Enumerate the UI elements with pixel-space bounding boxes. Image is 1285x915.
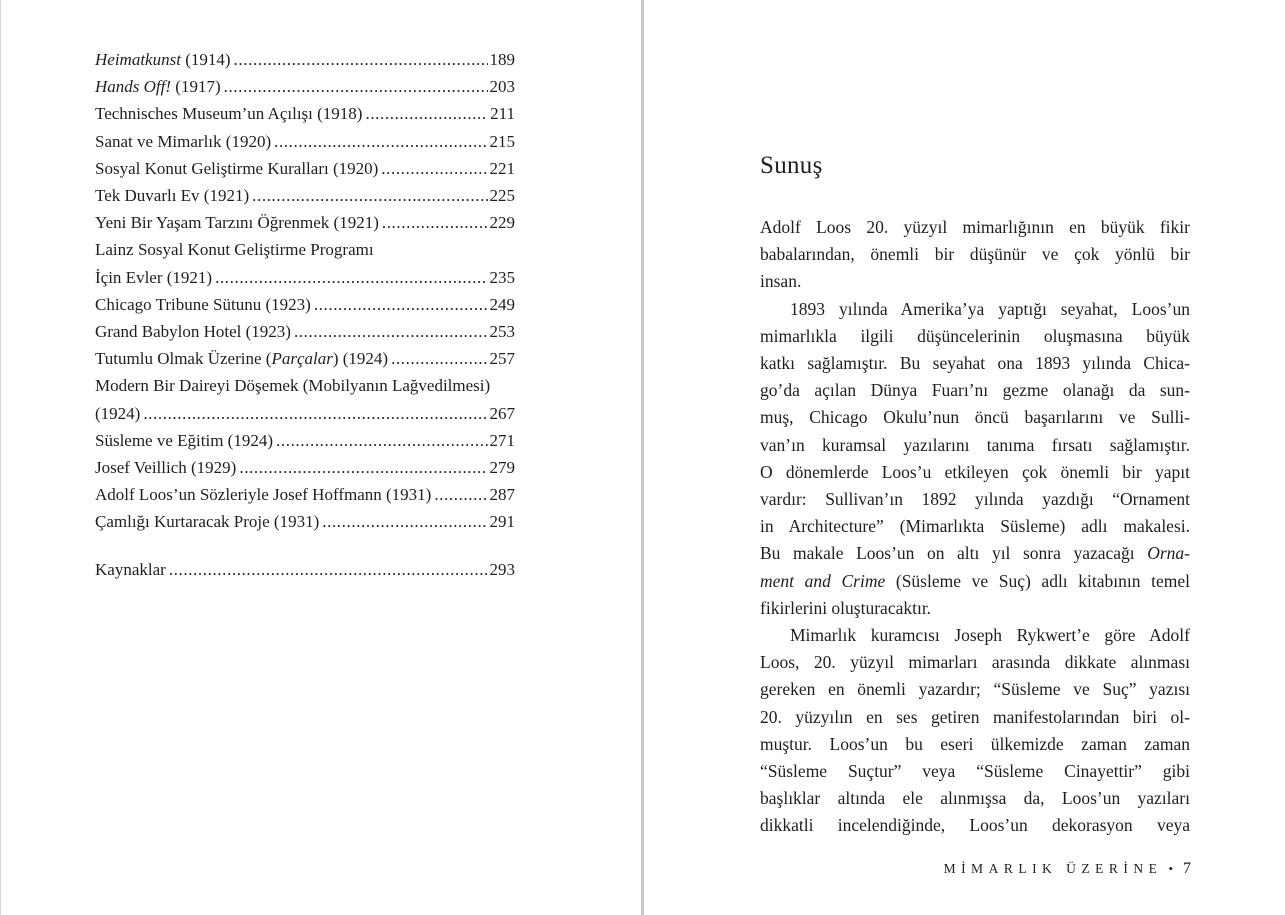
text-segment: “Süsleme Suçtur” veya “Süsleme Cinayettir” gibi [760, 761, 1190, 782]
text-segment: (Süsleme ve Suç) adlı kitabının temel [885, 570, 1190, 591]
text-segment: Chicago Tribune Sütunu (1923) [95, 294, 311, 314]
preface-line [760, 649, 1190, 676]
toc-entry-title [95, 372, 490, 399]
preface-line [760, 513, 1190, 540]
text-segment: Heimatkunst [95, 50, 181, 69]
preface-line [760, 704, 1190, 731]
toc-dot-leader [314, 291, 488, 318]
toc-entry-page: 267 [489, 403, 515, 423]
toc-entry-page: 253 [489, 322, 515, 342]
text-segment: gereken en önemli yazardır; “Süsleme ve Suç” yazısı [760, 679, 1190, 700]
toc-dot-leader [391, 345, 487, 372]
toc-entry [95, 427, 515, 454]
preface-line [760, 241, 1190, 268]
text-segment: fikirlerini oluşturacaktır. [760, 597, 932, 618]
toc-entry-title [95, 128, 271, 155]
toc-entry [95, 128, 515, 155]
text-segment: (1914) [180, 50, 231, 69]
text-segment: O dönemlerde Loos’u etkileyen çok önemli bir yapıt [760, 461, 1190, 482]
toc-entry-title [95, 155, 378, 182]
text-segment: Adolf Loos 20. yüzyıl mimarlığının en büyük fikir [760, 217, 1190, 237]
text-segment: Mimarlık kuramcısı Joseph Rykwert’e göre Adolf [790, 625, 1190, 646]
toc-entry [95, 155, 515, 182]
text-segment: Sanat ve Mimarlık (1920) [95, 131, 272, 151]
preface-line [760, 296, 1190, 323]
text-segment: 20. yüzyılın en ses getiren manifestolarından biri ol- [760, 706, 1190, 727]
toc-entry-title [95, 454, 236, 481]
page-divider [641, 0, 644, 915]
preface-line [760, 758, 1190, 785]
toc-entry [95, 291, 515, 318]
toc-dot-leader [365, 100, 488, 127]
preface-line [760, 404, 1190, 431]
text-segment: Loos, 20. yüzyıl mimarları arasında dikkate alınması [760, 652, 1190, 673]
preface-line [760, 432, 1190, 459]
toc-dot-leader [274, 128, 487, 155]
preface-line [760, 785, 1190, 812]
preface-line [760, 568, 1190, 595]
toc-dot-leader [239, 454, 487, 481]
text-segment: insan. [760, 271, 802, 292]
toc-entry-title [95, 556, 166, 583]
text-segment: Tek Duvarlı Ev (1921) [95, 186, 250, 206]
preface-line [760, 377, 1190, 404]
toc-entry [95, 264, 515, 291]
preface-line [760, 459, 1190, 486]
text-segment: Hands Off! [95, 77, 172, 97]
toc-dot-leader [215, 264, 487, 291]
toc-entry-page: 203 [489, 77, 515, 97]
text-segment: başlıklar altında ele alınmışsa da, Loos’un yazıları [760, 788, 1190, 809]
toc-entry-page: 235 [489, 267, 515, 287]
text-segment: İçin Evler (1921) [95, 267, 213, 287]
text-segment: Sosyal Konut Geliştirme Kuralları (1920) [95, 158, 379, 178]
text-segment: Josef Veillich (1929) [95, 458, 237, 478]
toc-entry-title [95, 318, 291, 345]
toc-entry [95, 100, 515, 127]
footer-book-title: MİMARLIK ÜZERİNE [943, 861, 1163, 876]
toc-entry-title [95, 100, 362, 127]
toc-entry-page: 215 [489, 131, 515, 151]
toc-entry-page: 287 [489, 485, 515, 505]
toc-dot-leader [143, 400, 487, 427]
toc-dot-leader [381, 155, 487, 182]
text-segment: katkı sağlamıştır. Bu seyahat ona 1893 yılında Chica- [760, 353, 1190, 374]
page-title: Sunuş [760, 152, 823, 179]
text-segment: Kaynaklar [95, 559, 166, 579]
toc-entry-title [95, 46, 231, 73]
toc-entry-page: 229 [489, 213, 515, 233]
text-segment: go’da açılan Dünya Fuarı’nı gezme olanağı da sun- [760, 380, 1190, 401]
toc-list [95, 46, 515, 583]
preface-line [760, 486, 1190, 513]
toc-entry-page: 291 [489, 512, 515, 532]
toc-entry-page: 189 [489, 50, 515, 69]
text-segment: mimarlıkla ilgili düşüncelerinin oluşmasına büyük [760, 325, 1190, 346]
toc-entry-title [95, 264, 212, 291]
preface-line [760, 731, 1190, 758]
preface-line [760, 323, 1190, 350]
toc-entry [95, 372, 515, 399]
toc-dot-leader [234, 46, 488, 73]
text-segment: Grand Babylon Hotel (1923) [95, 322, 291, 342]
preface-line [760, 595, 1190, 622]
toc-dot-leader [382, 209, 488, 236]
toc-entry-title [95, 400, 140, 427]
text-segment: ) (1924) [332, 349, 389, 369]
text-segment: Orna- [1147, 543, 1190, 564]
text-segment: Adolf Loos’un Sözleriyle Josef Hoffmann (1931) [95, 485, 432, 505]
text-segment: muştur. Loos’un bu eseri ülkemizde zaman zaman [760, 733, 1190, 754]
preface-line [760, 676, 1190, 703]
toc-entry-page: 279 [489, 458, 515, 478]
toc-dot-leader [294, 318, 488, 345]
text-segment: (1917) [171, 77, 221, 97]
toc-entry-page: 225 [489, 186, 515, 206]
toc-entry [95, 508, 515, 535]
text-segment: Yeni Bir Yaşam Tarzını Öğrenmek (1921) [95, 213, 379, 233]
toc-spacer [95, 536, 515, 556]
preface-line [760, 812, 1190, 839]
preface-line [760, 350, 1190, 377]
toc-entry-title [95, 209, 379, 236]
text-segment: Parçalar [271, 349, 333, 369]
toc-entry [95, 345, 515, 372]
toc-entry-title [95, 345, 388, 372]
footer-page-number: 7 [1183, 860, 1192, 877]
toc-entry [95, 481, 515, 508]
text-segment: van’ın kuramsal yazılarını tanıma fırsatı sağlamıştır. [760, 434, 1190, 455]
toc-entry [95, 73, 515, 100]
text-segment: Süsleme ve Eğitim (1924) [95, 430, 274, 450]
toc-entry [95, 400, 515, 427]
toc-entry-page: 293 [489, 559, 515, 579]
preface-body [760, 214, 1190, 840]
toc-entry-page: 211 [490, 104, 515, 124]
toc-dot-leader [169, 556, 488, 583]
text-segment: (1924) [95, 403, 141, 423]
text-segment: Çamlığı Kurtaracak Proje (1931) [95, 512, 320, 532]
text-segment: babalarından, önemli bir düşünür ve çok yönlü bir [760, 244, 1190, 265]
toc-entry-title [95, 182, 249, 209]
text-segment: Tutumlu Olmak Üzerine ( [95, 349, 272, 369]
toc-dot-leader [322, 508, 487, 535]
text-segment: vardır: Sullivan’ın 1892 yılında yazdığı “Ornament [760, 489, 1190, 510]
toc-dot-leader [224, 73, 488, 100]
toc-entry [95, 236, 515, 263]
preface-line [760, 622, 1190, 649]
toc-dot-leader [276, 427, 487, 454]
toc-entry-title [95, 291, 311, 318]
text-segment: 1893 yılında Amerika’ya yaptığı seyahat, Loos’un [790, 298, 1190, 319]
text-segment: Lainz Sosyal Konut Geliştirme Programı [95, 240, 374, 260]
toc-entry [95, 454, 515, 481]
text-segment: ment and Crime [760, 570, 886, 591]
text-segment: in Architecture” (Mimarlıkta Süsleme) adlı makalesi. [760, 516, 1190, 537]
toc-entry [95, 182, 515, 209]
toc-entry-title [95, 481, 431, 508]
text-segment: muş, Chicago Okulu’nun öncü başarılarını ve Sulli- [760, 407, 1190, 428]
text-segment: Technisches Museum’un Açılışı (1918) [95, 104, 363, 124]
text-segment: dikkatli incelendiğinde, Loos’un dekorasyon veya [760, 815, 1190, 836]
running-footer [760, 860, 1192, 878]
preface-line [760, 268, 1190, 295]
preface-line [760, 214, 1190, 241]
toc-entry-title [95, 508, 319, 535]
toc-entry [95, 209, 515, 236]
toc-dot-leader [434, 481, 487, 508]
toc-entry-page: 257 [489, 349, 515, 369]
text-segment: Modern Bir Daireyi Döşemek (Mobilyanın Lağvedilmesi) [95, 376, 491, 396]
preface-line [760, 540, 1190, 567]
toc-entry [95, 318, 515, 345]
toc-entry [95, 46, 515, 73]
toc-entry-title [95, 427, 273, 454]
toc-entry-page: 271 [489, 430, 515, 450]
text-segment: Bu makale Loos’un on altı yıl sonra yazacağı [760, 543, 1148, 564]
toc-entry [95, 556, 515, 583]
page-left-edge [0, 0, 1, 915]
toc-entry-title [95, 73, 221, 100]
toc-entry-title [95, 236, 374, 263]
toc-dot-leader [252, 182, 487, 209]
toc-entry-page: 221 [489, 158, 515, 178]
toc-entry-page: 249 [489, 294, 515, 314]
footer-bullet-icon: • [1168, 861, 1173, 876]
